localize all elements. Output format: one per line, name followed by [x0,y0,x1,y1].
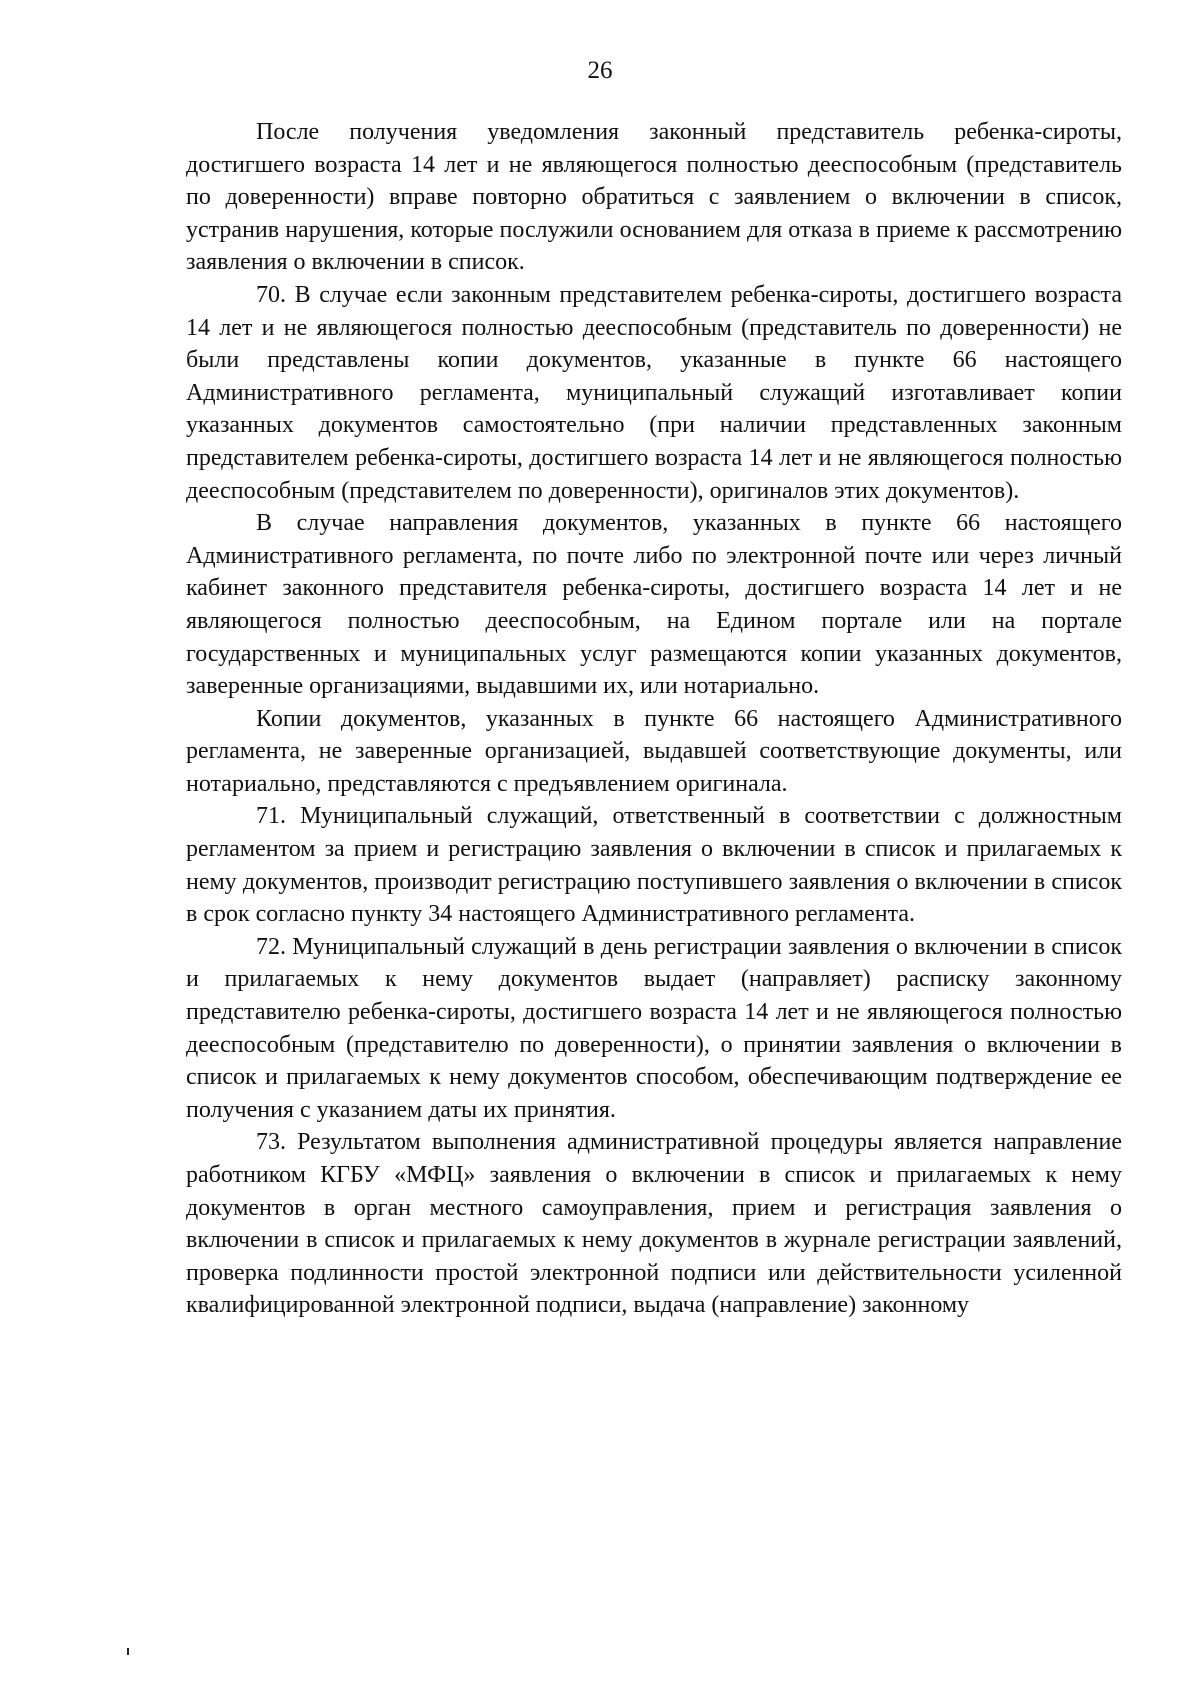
page-number: 26 [587,57,613,84]
paragraph-uncertified-copies: Копии документов, указанных в пункте 66 настоящего Административного регламента, не заверенные организацией, выдавшей соответствующие документы, или нотариально, представляются с предъявлением оригинала. [186,705,1122,797]
scan-margin-mark [127,1648,129,1655]
paragraph-item-73: 73. Результатом выполнения административной процедуры является направление работником КГБУ «МФЦ» заявления о включении в список и прилагаемых к нему документов в орган местного самоуправления, прием и регистрация заявления о включении в список и прилагаемых к нему документов в журнале регистрации заявлений, проверка подлинности простой электронной подписи или действительности усиленной квалифицированной электронной подписи, выдача (направление) законному [186,1129,1122,1319]
paragraph-item-71: 71. Муниципальный служащий, ответственный в соответствии с должностным регламентом за прием и регистрацию заявления о включении в список и прилагаемых к нему документов, производит регистрацию поступившего заявления о включении в список в срок согласно пункту 34 настоящего Административного регламента. [186,803,1122,928]
document-body [186,116,1122,1322]
paragraph-documents-by-mail: В случае направления документов, указанных в пункте 66 настоящего Административного регламента, по почте либо по электронной почте или через личный кабинет законного представителя ребенка-сироты, достигшего возраста 14 лет и не являющегося полностью дееспособным, на Едином портале или на портале государственных и муниципальных услуг размещаются копии указанных документов, заверенные организациями, выдавшими их, или нотариально. [186,510,1122,700]
paragraph-item-72: 72. Муниципальный служащий в день регистрации заявления о включении в список и прилагаемых к нему документов выдает (направляет) расписку законному представителю ребенка-сироты, достигшего возраста 14 лет и не являющегося полностью дееспособным (представителю по доверенности), о принятии заявления о включении в список и прилагаемых к нему документов способом, обеспечивающим подтверждение ее получения с указанием даты их принятия. [186,933,1122,1123]
paragraph-notification-resubmission: После получения уведомления законный представитель ребенка-сироты, достигшего возраста 14 лет и не являющегося полностью дееспособным (представитель по доверенности) вправе повторно обратиться с заявлением о включении в список, устранив нарушения, которые послужили основанием для отказа в приеме к рассмотрению заявления о включении в список. [186,119,1122,276]
paragraph-item-70: 70. В случае если законным представителем ребенка-сироты, достигшего возраста 14 лет и не являющегося полностью дееспособным (представитель по доверенности) не были представлены копии документов, указанные в пункте 66 настоящего Административного регламента, муниципальный служащий изготавливает копии указанных документов самостоятельно (при наличии представленных законным представителем ребенка-сироты, достигшего возраста 14 лет и не являющегося полностью дееспособным (представителем по доверенности), оригиналов этих документов). [186,281,1122,504]
